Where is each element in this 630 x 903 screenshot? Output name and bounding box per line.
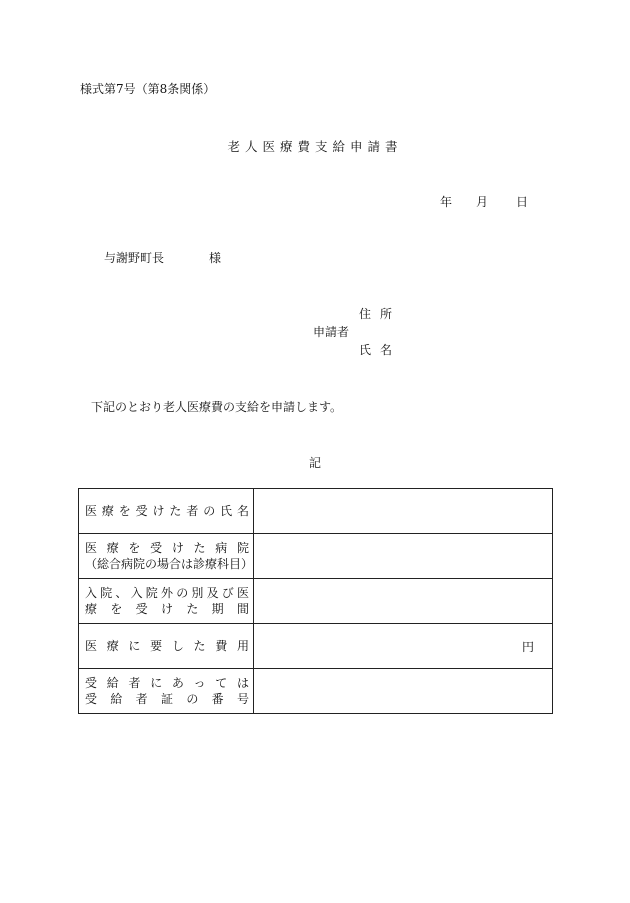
form-number: 様式第7号（第8条関係） — [80, 82, 216, 96]
row-label-patient-name — [79, 489, 254, 534]
date-line — [440, 193, 528, 210]
ki-heading: 記 — [308, 456, 321, 470]
applicant-name-label: 氏名 — [359, 343, 402, 357]
applicant-label: 申請者 — [313, 325, 350, 339]
row-label-certificate-number — [79, 669, 254, 714]
applicant-address-label: 住所 — [359, 307, 402, 321]
addressee — [104, 249, 221, 266]
label-line: 入院、入院外の別及び医 — [85, 586, 249, 600]
patient-name-field[interactable] — [254, 489, 553, 534]
label-line: 医療を受けた者の氏名 — [85, 504, 249, 518]
table-row — [79, 624, 553, 669]
table-row — [79, 489, 553, 534]
body-text: 下記のとおり老人医療費の支給を申請します。 — [91, 400, 343, 414]
addressee-honorific: 様 — [209, 251, 222, 265]
table-row — [79, 669, 553, 714]
label-line: 医療を受けた病院 — [85, 541, 249, 555]
medical-cost-field[interactable]: 円 — [254, 624, 553, 669]
hospital-field[interactable] — [254, 534, 553, 579]
date-month-label: 月 — [476, 195, 489, 209]
document-title: 老人医療費支給申請書 — [227, 139, 403, 154]
label-line: 医療に要した費用 — [85, 639, 249, 653]
label-line: 受給者証の番号 — [85, 692, 249, 706]
row-label-medical-cost — [79, 624, 254, 669]
row-label-hospital — [79, 534, 254, 579]
addressee-name: 与謝野町長 — [104, 251, 165, 265]
row-label-treatment-period — [79, 579, 254, 624]
details-table — [78, 488, 553, 714]
table-row — [79, 579, 553, 624]
certificate-number-field[interactable] — [254, 669, 553, 714]
table-row — [79, 534, 553, 579]
date-day-label: 日 — [516, 195, 529, 209]
treatment-period-field[interactable] — [254, 579, 553, 624]
label-line: 療を受けた期間 — [85, 602, 249, 616]
date-year-label: 年 — [440, 195, 453, 209]
label-line: （総合病院の場合は診療科目） — [85, 557, 254, 571]
label-line: 受給者にあっては — [85, 676, 249, 690]
